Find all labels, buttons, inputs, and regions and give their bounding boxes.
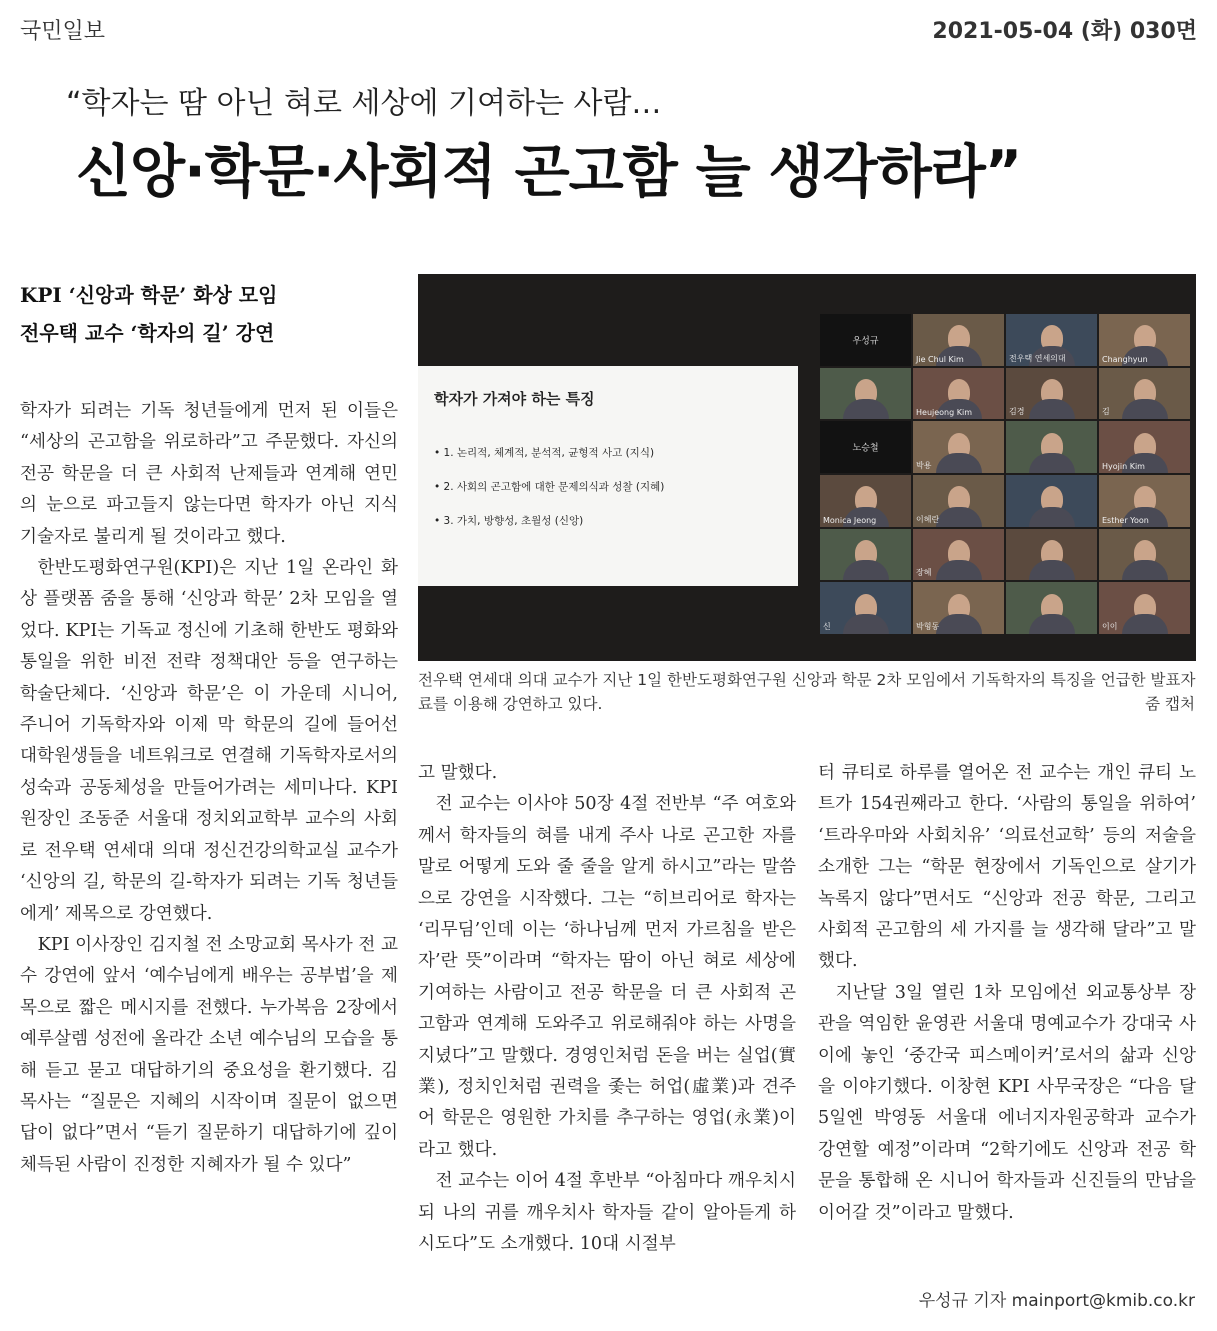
participant-grid <box>820 314 1190 634</box>
participant-body <box>1029 560 1075 580</box>
participant-tile <box>1006 314 1097 366</box>
participant-tile <box>820 475 911 527</box>
participant-name: 김경 <box>1009 407 1025 417</box>
article-kicker: “학자는 땀 아닌 혀로 세상에 기여하는 사람… <box>66 86 662 121</box>
participant-body <box>936 614 982 634</box>
participant-body <box>1029 507 1075 527</box>
participant-name: 노승철 <box>852 443 879 454</box>
participant-tile <box>913 368 1004 420</box>
body-paragraph: 한반도평화연구원(KPI)은 지난 1일 온라인 화상 플랫폼 줌을 통해 ‘신앙과 학문’ 2차 모임을 열었다. KPI는 기독교 정신에 기초해 한반도 평화와 통일을 위한 비전 전략 정책대안 등을 연구하는 학술단체다. ‘신앙과 학문’은 이 가운데 시니어, 주니어 기독학자와 이제 막 학문의 길에 들어선 대학원생들을 네트워크로 연결해 기독학자로서의 성숙과 공동체성을 만들어가려는 세미나다. KPI 원장인 조동준 서울대 정치외교학부 교수의 사회로 전우택 연세대 의대 정신건강의학교실 교수가 ‘신앙의 길, 학문의 길-학자가 되려는 기독 청년들에게’ 제목으로 강연했다. <box>20 558 398 924</box>
participant-body <box>1122 399 1168 419</box>
participant-tile <box>1099 475 1190 527</box>
photo-caption: 전우택 연세대 의대 교수가 지난 1일 한반도평화연구원 신앙과 학문 2차 모임에서 기독학자의 특징을 언급한 발표자료를 이용해 강연하고 있다. <box>418 671 1196 713</box>
participant-body <box>1029 453 1075 473</box>
presentation-slide <box>418 366 798 586</box>
participant-name: Heujeong Kim <box>916 408 972 418</box>
body-paragraph: 터 큐티로 하루를 열어온 전 교수는 개인 큐티 노트가 154권째라고 한다. ‘사람의 통일을 위하여’ ‘트라우마와 사회치유’ ‘의료선교학’ 등의 저술을 소개한 그는 “학문 현장에서 기독인으로 살기가 녹록지 않다”면서도 “신앙과 전공 학문, 그리고 사회적 곤고함의 세 가지를 늘 생각해 달라”고 말했다. <box>818 763 1196 972</box>
participant-tile <box>913 582 1004 634</box>
participant-tile <box>1006 529 1097 581</box>
participant-name: 김 <box>1102 407 1110 417</box>
newspaper-masthead: 국민일보 <box>20 19 106 44</box>
participant-tile <box>913 529 1004 581</box>
participant-tile <box>820 368 911 420</box>
participant-tile <box>913 475 1004 527</box>
participant-name: 우성규 <box>852 336 879 347</box>
participant-tile <box>820 314 911 366</box>
participant-body <box>843 614 889 634</box>
participant-body <box>1122 560 1168 580</box>
participant-name: 전우택 연세의대 <box>1009 353 1066 363</box>
article-subheads <box>20 276 400 352</box>
slide-item: • 2. 사회의 곤고함에 대한 문제의식과 성찰 (지혜) <box>434 481 665 493</box>
participant-name: 박형동 <box>916 622 940 631</box>
article-column-1 <box>20 396 398 1181</box>
participant-tile <box>1099 421 1190 473</box>
participant-body <box>936 453 982 473</box>
subhead-line: KPI ‘신앙과 학문’ 화상 모임 <box>20 283 278 307</box>
slide-item: • 3. 가치, 방향성, 초월성 (신앙) <box>434 515 584 527</box>
participant-tile <box>820 529 911 581</box>
participant-tile <box>1006 368 1097 420</box>
slide-item: • 1. 논리적, 체계적, 분석적, 균형적 사고 (지식) <box>434 447 655 459</box>
article-column-2 <box>418 758 796 1261</box>
participant-name: Changhyun <box>1102 354 1148 364</box>
photo-credit: 줌 캡처 <box>1145 695 1195 713</box>
participant-name: Hyojin Kim <box>1102 462 1145 471</box>
participant-name: 장혜 <box>916 568 932 578</box>
participant-name: 신 <box>823 622 831 631</box>
article-headline: 신앙·학문·사회적 곤고함 늘 생각하라” <box>76 139 1022 205</box>
participant-tile <box>1099 582 1190 634</box>
participant-body <box>936 507 982 527</box>
article-column-3 <box>818 758 1196 1229</box>
participant-name: 박용 <box>916 461 932 470</box>
participant-body <box>1122 614 1168 634</box>
body-paragraph: KPI 이사장인 김지철 전 소망교회 목사가 전 교수 강연에 앞서 ‘예수님에게 배우는 공부법’을 제목으로 짧은 메시지를 전했다. 누가복음 2장에서 예루살렘 성전에 올라간 소년 예수님의 모습을 통해 듣고 묻고 대답하기의 중요성을 환기했다. 김 목사는 “질문은 지혜의 시작이며 질문이 없으면 답이 없다”면서 “듣기 질문하기 대답하기에 깊이 체득된 사람이 진정한 지혜자가 될 수 있다” <box>20 934 398 1175</box>
participant-name: Monica Jeong <box>823 515 877 525</box>
participant-tile <box>1006 475 1097 527</box>
participant-tile <box>1006 582 1097 634</box>
participant-tile <box>820 582 911 634</box>
participant-name: 이혜란 <box>916 514 940 524</box>
body-paragraph: 지난달 3일 열린 1차 모임에선 외교통상부 장관을 역임한 윤영관 서울대 명예교수가 강대국 사이에 놓인 ‘중간국 피스메이커’로서의 삶과 신앙을 이야기했다. 이창현 KPI 사무국장은 “다음 달 5일엔 박영동 서울대 에너지자원공학과 교수가 강연할 예정”이라며 “2학기에도 신앙과 전공 학문을 통합해 온 시니어 학자들과 신진들의 만남을 이어갈 것”이라고 말했다. <box>818 982 1196 1223</box>
participant-tile <box>913 421 1004 473</box>
body-paragraph: 전 교수는 이사야 50장 4절 전반부 “주 여호와께서 학자들의 혀를 내게 주사 나로 곤고한 자를 말로 어떻게 도와 줄 줄을 알게 하시고”라는 말씀으로 강연을 시작했다. 그는 “히브리어로 학자는 ‘리무딤’인데 이는 ‘하나님께 먼저 가르침을 받은 자’란 뜻”이라며 “학자는 땀이 아닌 혀로 세상에 기여하는 사람이고 전공 학문을 더 큰 사회적 곤고함과 연계해 도와주고 위로해줘야 하는 사명을 지녔다”고 말했다. 경영인처럼 돈을 버는 실업(實業), 정치인처럼 권력을 좇는 허업(虛業)과 견주어 학문은 영원한 가치를 추구하는 영업(永業)이라고 했다. <box>418 794 796 1160</box>
participant-tile <box>1099 368 1190 420</box>
participant-name: Esther Yoon <box>1102 515 1149 525</box>
participant-body <box>936 560 982 580</box>
subhead-line: 전우택 교수 ‘학자의 길’ 강연 <box>20 321 275 345</box>
slide-title: 학자가 가져야 하는 특징 <box>434 390 595 408</box>
publication-dateline: 2021-05-04 (화) 030면 <box>932 19 1197 44</box>
participant-tile <box>1099 314 1190 366</box>
participant-tile <box>1099 529 1190 581</box>
participant-tile <box>820 421 911 473</box>
body-paragraph: 고 말했다. <box>418 763 498 783</box>
participant-body <box>1029 399 1075 419</box>
participant-body <box>843 399 889 419</box>
zoom-screenshot-photo <box>418 274 1196 661</box>
body-paragraph: 학자가 되려는 기독 청년들에게 먼저 된 이들은 “세상의 곤고함을 위로하라”고 주문했다. 자신의 전공 학문을 더 큰 사회적 난제들과 연계해 연민의 눈으로 파고들지 않는다면 학자가 아닌 지식 기술자로 불리게 될 것이라고 했다. <box>20 401 398 547</box>
participant-name: 이이 <box>1102 622 1118 631</box>
slide-list <box>434 436 664 538</box>
participant-body <box>1029 614 1075 634</box>
body-paragraph: 전 교수는 이어 4절 후반부 “아침마다 깨우치시되 나의 귀를 깨우치사 학자들 같이 알아듣게 하시도다”도 소개했다. 10대 시절부 <box>418 1171 796 1255</box>
reporter-byline: 우성규 기자 mainport@kmib.co.kr <box>918 1291 1195 1311</box>
participant-name: Jie Chul Kim <box>916 354 964 364</box>
participant-tile <box>1006 421 1097 473</box>
participant-tile <box>913 314 1004 366</box>
participant-body <box>843 560 889 580</box>
